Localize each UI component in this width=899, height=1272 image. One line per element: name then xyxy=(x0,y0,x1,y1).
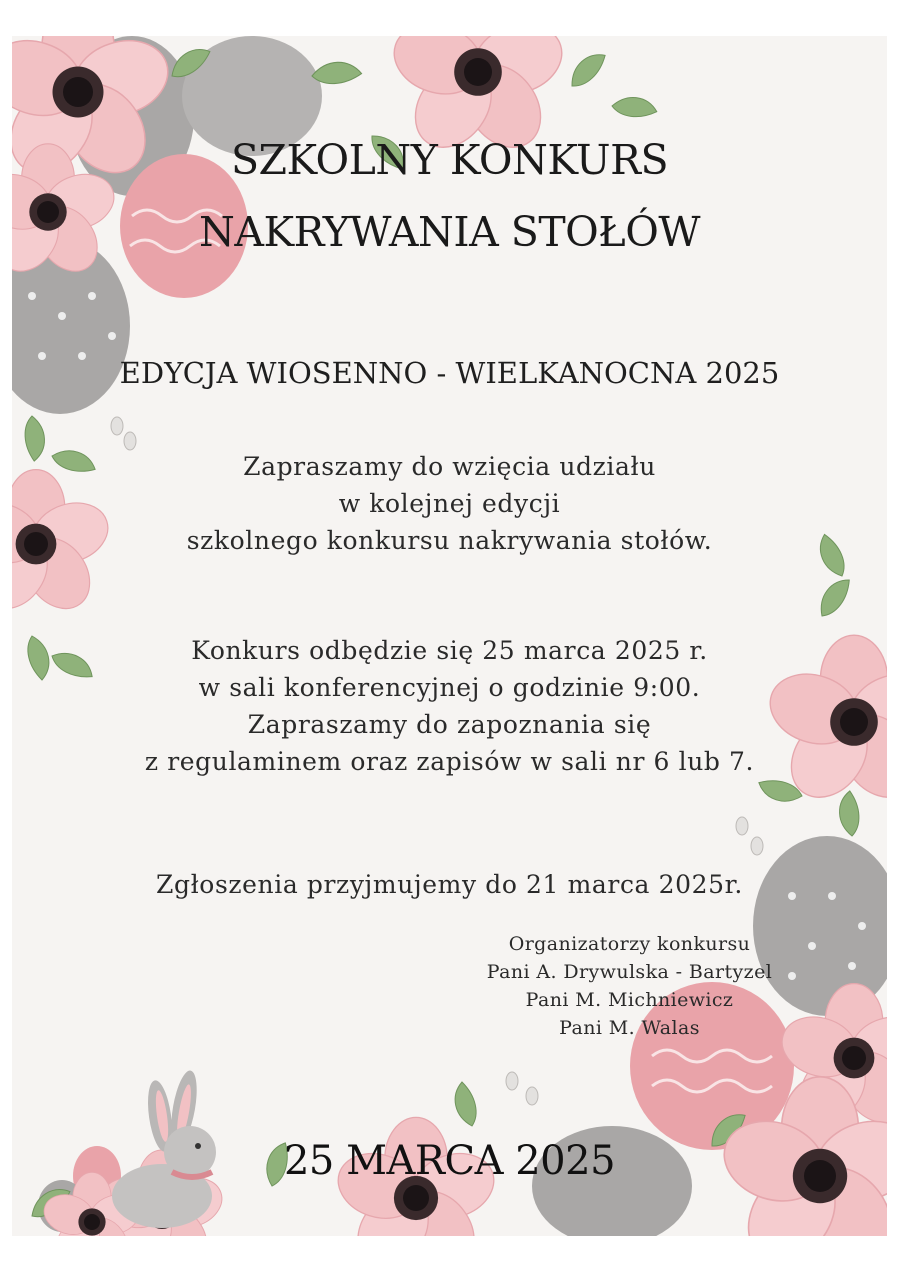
edition-subtitle: EDYCJA WIOSENNO - WIELKANOCNA 2025 xyxy=(119,356,780,390)
registration-deadline: Zgłoszenia przyjmujemy do 21 marca 2025r. xyxy=(156,870,743,899)
footer-date: 25 MARCA 2025 xyxy=(283,1138,616,1184)
invitation-paragraph xyxy=(12,448,887,559)
title-line-1: SZKOLNY KONKURS xyxy=(230,136,669,184)
organizer-name: Pani M. Michniewicz xyxy=(525,989,734,1011)
invitation-line: w kolejnej edycji xyxy=(338,489,561,518)
poster-title xyxy=(12,124,887,268)
title-line-2: NAKRYWANIA STOŁÓW xyxy=(199,208,700,256)
organizers-heading: Organizatorzy konkursu xyxy=(508,933,751,955)
details-line: Konkurs odbędzie się 25 marca 2025 r. xyxy=(191,636,708,665)
organizer-name: Pani A. Drywulska - Bartyzel xyxy=(486,961,773,983)
details-line: w sali konferencyjnej o godzinie 9:00. xyxy=(198,673,701,702)
invitation-line: szkolnego konkursu nakrywania stołów. xyxy=(186,526,713,555)
invitation-line: Zapraszamy do wzięcia udziału xyxy=(243,452,656,481)
organizers-block xyxy=(432,930,827,1042)
details-paragraph xyxy=(12,632,887,780)
poster xyxy=(12,36,887,1236)
details-line: Zapraszamy do zapoznania się xyxy=(247,710,652,739)
details-line: z regulaminem oraz zapisów w sali nr 6 lub 7. xyxy=(144,747,755,776)
organizer-name: Pani M. Walas xyxy=(559,1017,700,1039)
